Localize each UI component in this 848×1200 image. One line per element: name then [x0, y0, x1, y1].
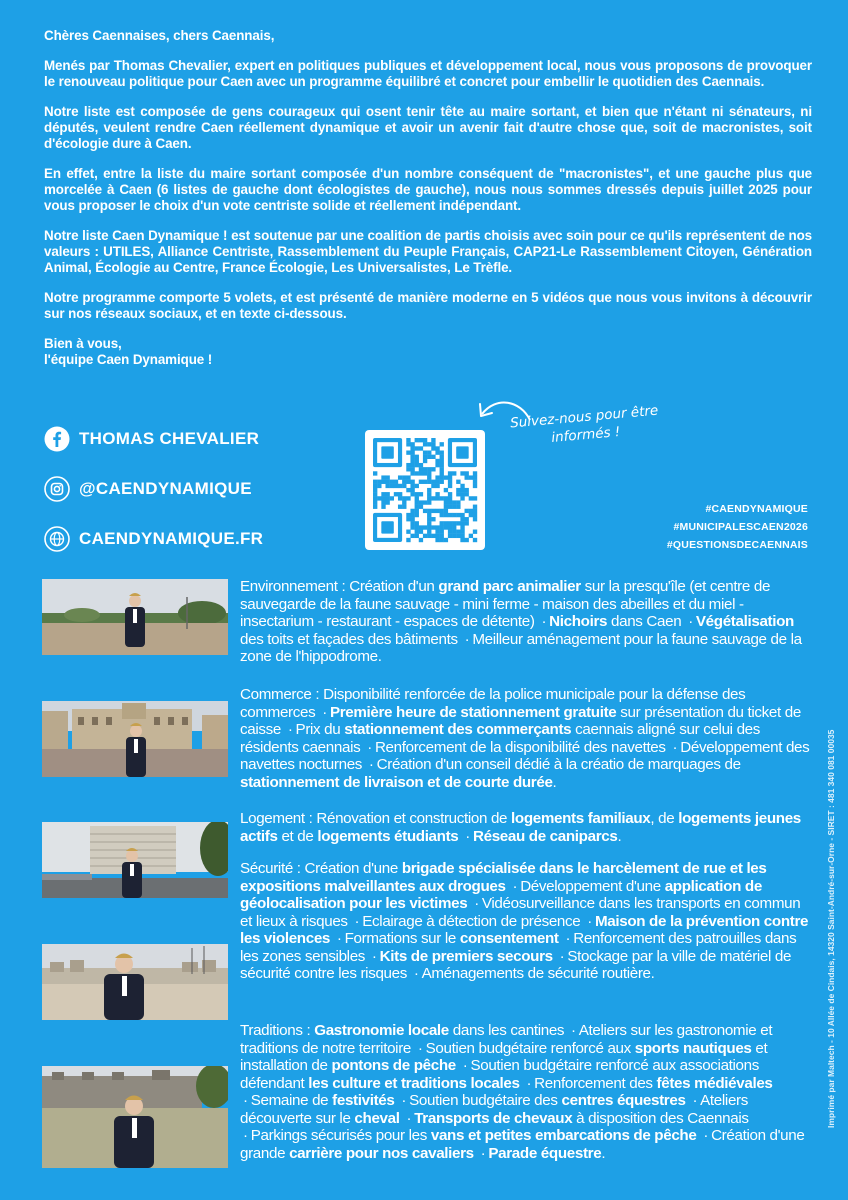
program-item: [422, 965, 655, 982]
text: Disponibilité renforcée de la police municipale pour la défense des commerces: [240, 686, 746, 721]
bullet-separator: ·: [587, 912, 592, 930]
program-item: [409, 1092, 685, 1109]
text: Parkings sécurisés pour les: [250, 1127, 431, 1144]
bullet-separator: ·: [367, 738, 372, 756]
text: Prix du: [295, 721, 345, 738]
website-link[interactable]: [44, 522, 304, 556]
text: .: [617, 827, 622, 845]
bullet-separator: ·: [287, 721, 293, 738]
video-thumbnail-environnement[interactable]: [42, 579, 228, 655]
text: Renforcement de la disponibilité des navettes: [374, 738, 666, 756]
signature-line-2: l'équipe Caen Dynamique !: [44, 352, 213, 367]
text: Renforcement des: [534, 1074, 657, 1092]
highlighted-text: Transports de chevaux: [414, 1109, 573, 1127]
video-thumbnail-securite[interactable]: [42, 944, 228, 1020]
program-item: [534, 1075, 772, 1092]
bullet-separator: ·: [417, 1039, 423, 1057]
bullet-separator: ·: [571, 1022, 576, 1039]
section-logement: [240, 810, 810, 845]
letter-paragraph-3: En effet, entre la liste du maire sortant composée d'un nombre conséquent de "macronistes", et une gauche plus que morcelée à Caen (6 listes de gauche dont écologistes de gauche), nous nous sommes dressés depuis juillet 2025 pour vous proposer le choix d'un vote centriste solide et réellement indépendant.: [44, 166, 812, 213]
text: Création d'une grande: [240, 1127, 805, 1162]
text: Vidéosurveillance dans les transports en commun et lieux à risques: [240, 895, 801, 930]
video-thumbnail-commerce[interactable]: [42, 701, 228, 777]
bullet-separator: ·: [688, 613, 693, 630]
highlighted-text: Végétalisation: [695, 613, 794, 630]
bullet-separator: ·: [512, 877, 518, 895]
highlighted-text: brigade spécialisée dans le harcèlement de rue et les expositions malveillantes aux drogues: [240, 860, 767, 895]
highlighted-text: pontons de pêche: [331, 1057, 456, 1074]
bullet-separator: ·: [243, 1092, 248, 1109]
bullet-separator: ·: [401, 1092, 407, 1109]
bullet-separator: ·: [322, 703, 327, 721]
highlighted-text: Gastronomie locale: [314, 1022, 449, 1039]
bullet-separator: ·: [406, 1109, 412, 1127]
letter-paragraph-2: Notre liste est composée de gens courageux qui osent tenir tête au maire sortant, et bien que n'étant ni sénateurs, ni députés, veulent rendre Caen réellement dynamique et avoir un avenir fait d'autre chose que, soit de macronistes, soit d'écologie dure à Caen.: [44, 104, 812, 151]
text: Renforcement des patrouilles dans les zones sensibles: [240, 930, 797, 965]
bullet-separator: ·: [354, 912, 360, 930]
hashtag[interactable]: #MUNICIPALESCAEN2026: [673, 521, 808, 533]
bullet-separator: ·: [559, 947, 565, 965]
highlighted-text: consentement: [459, 930, 559, 947]
bullet-separator: ·: [526, 1074, 532, 1092]
bullet-separator: ·: [480, 1144, 486, 1162]
section-environnement: [240, 578, 810, 666]
highlighted-text: carrière pour nos cavaliers: [289, 1144, 474, 1162]
highlighted-text: logements familiaux: [511, 810, 651, 827]
text: Semaine de: [250, 1092, 333, 1109]
section-securite: [240, 860, 810, 983]
highlighted-text: Parade équestre: [488, 1144, 602, 1162]
bullet-separator: ·: [703, 1127, 709, 1144]
text: caennais aligné sur celui des résidents caennais: [240, 721, 761, 756]
text: Meilleur aménagement pour la faune sauvage de la zone de l'hippodrome.: [240, 630, 802, 665]
text: dans les cantines: [448, 1022, 565, 1039]
program-item: [380, 948, 553, 965]
letter-paragraph-4: Notre liste Caen Dynamique ! est soutenue par une coalition de partis choisis avec soin pour ce qu'ils représentent de nos valeurs : UTILES, Alliance Centriste, Rassemblement du Peuple Français, CAP21-Le Rassemblement Citoyen, Génération Animal, Écologie au Centre, France Écologie, Les Universalistes, Le Trèfle.: [44, 228, 812, 275]
qr-code[interactable]: [365, 430, 485, 550]
signature: [44, 336, 812, 368]
highlighted-text: logements jeunes actifs: [240, 810, 801, 845]
highlighted-text: vans et petites embarcations de pêche: [430, 1127, 697, 1144]
bullet-separator: ·: [692, 1092, 698, 1109]
program-item: [375, 739, 666, 756]
text: Soutien budgétaire renforcé aux: [425, 1039, 635, 1057]
bullet-separator: ·: [464, 630, 470, 648]
highlighted-text: application de géolocalisation pour les victimes: [240, 877, 762, 912]
imprint-notice: Imprimé par Maltech - 10 Allée de Cindais, 14320 Saint-André-sur-Orne - SIRET : 481 340 081 00035: [826, 729, 836, 1128]
highlighted-text: Première heure de stationnement gratuite: [329, 703, 617, 721]
text: à disposition des Caennais: [572, 1109, 749, 1127]
instagram-label: @CAENDYNAMIQUE: [79, 479, 252, 498]
section-commerce: [240, 686, 810, 791]
instagram-link[interactable]: [44, 472, 304, 506]
video-thumbnail-traditions[interactable]: [42, 1066, 228, 1168]
social-links: [44, 422, 304, 572]
bullet-separator: ·: [462, 1057, 468, 1074]
bullet-separator: ·: [672, 738, 678, 756]
highlighted-text: Réseau de caniparcs: [472, 827, 618, 845]
section-title: Logement :: [240, 810, 317, 827]
text: et de: [277, 827, 318, 845]
follow-text: Suivez-nous pour être informés !: [509, 402, 659, 446]
text: Soutien budgétaire des: [409, 1092, 562, 1109]
letter-paragraph-5: Notre programme comporte 5 volets, et est présenté de manière moderne en 5 vidéos que nous vous invitons à découvrir sur nos réseaux sociaux, et en texte ci-dessous.: [44, 290, 812, 321]
section-title: Sécurité :: [240, 860, 305, 877]
text: Création d'un: [349, 578, 439, 595]
globe-icon: [44, 526, 70, 552]
hashtag[interactable]: #CAENDYNAMIQUE: [705, 503, 808, 515]
facebook-link[interactable]: [44, 422, 304, 456]
program-item: [251, 1092, 395, 1109]
highlighted-text: sports nautiques: [634, 1039, 752, 1057]
text: sur présentation du ticket de caisse: [240, 703, 801, 738]
text: sur la presqu'île (et centre de sauvegarde de la faune sauvage - mini ferme - maison des abeilles et du miel - insectarium - restaurant - espaces de détente): [240, 578, 771, 630]
qr-code-graphic: [365, 430, 485, 550]
signature-line-1: Bien à vous,: [44, 336, 122, 351]
highlighted-text: festivités: [332, 1092, 395, 1109]
program-item: [362, 913, 580, 930]
text: Rénovation et construction de: [316, 810, 512, 827]
program-item: [414, 1110, 748, 1127]
bullet-separator: ·: [243, 1127, 248, 1144]
highlighted-text: centres équestres: [561, 1092, 686, 1109]
section-title: Commerce :: [240, 686, 324, 703]
bullet-separator: ·: [541, 613, 547, 630]
highlighted-text: Kits de premiers secours: [379, 947, 553, 965]
text: , de: [650, 810, 679, 827]
highlighted-text: stationnement de livraison et de courte durée: [240, 773, 553, 791]
highlighted-text: stationnement des commerçants: [344, 721, 572, 738]
text: Soutien budgétaire renforcé aux associations défendant: [240, 1057, 759, 1092]
text: Création d'un conseil dédié à la créatio de marquages de: [376, 756, 741, 773]
highlighted-text: Maison de la prévention contre les violences: [240, 912, 809, 947]
highlighted-text: les culture et traditions locales: [308, 1074, 520, 1092]
text: Développement des navettes nocturnes: [240, 738, 810, 773]
text: et installation de: [240, 1039, 768, 1074]
bullet-separator: ·: [368, 756, 374, 773]
text: .: [601, 1144, 606, 1162]
bullet-separator: ·: [474, 895, 479, 912]
text: Formations sur le: [344, 930, 460, 947]
text: dans Caen: [607, 613, 682, 630]
highlighted-text: Nichoirs: [549, 613, 608, 630]
program-item: [473, 828, 621, 845]
program-item: [345, 930, 559, 947]
text: Ateliers sur les gastronomie et traditions de notre territoire: [240, 1022, 773, 1057]
hashtags: [667, 500, 808, 554]
facebook-icon: [44, 426, 70, 452]
text: Aménagements de sécurité routière.: [421, 965, 655, 982]
bullet-separator: ·: [371, 947, 377, 965]
instagram-icon: [44, 476, 70, 502]
section-traditions: [240, 1022, 810, 1162]
text: Stockage par la ville de matériel de sécurité contre les risques: [240, 947, 792, 982]
bullet-separator: ·: [413, 965, 419, 982]
section-title: Environnement :: [240, 578, 350, 595]
section-title: Traditions :: [240, 1022, 315, 1039]
highlighted-text: logements étudiants: [317, 827, 459, 845]
bullet-separator: ·: [336, 930, 342, 947]
program-item: [488, 1145, 605, 1162]
program-item: [314, 1022, 564, 1039]
letter-paragraph-1: Menés par Thomas Chevalier, expert en politiques publiques et développement local, nous vous proposons de provoquer le renouveau politique pour Caen avec un programme équilibré et concret pour embellir le quotidien des Caennais.: [44, 58, 812, 89]
bullet-separator: ·: [465, 827, 470, 845]
program-item: [549, 613, 681, 630]
highlighted-text: grand parc animalier: [438, 578, 581, 595]
text: Ateliers découverte sur le: [240, 1092, 748, 1127]
video-thumbnail-logement[interactable]: [42, 822, 228, 898]
letter: [44, 28, 812, 368]
text: Eclairage à détection de présence: [362, 912, 581, 930]
text: des toits et façades des bâtiments: [240, 630, 458, 648]
text: Développement d'une: [520, 877, 665, 895]
greeting: Chères Caennaises, chers Caennais,: [44, 28, 275, 43]
hashtag[interactable]: #QUESTIONSDECAENNAIS: [666, 539, 808, 551]
highlighted-text: cheval: [354, 1109, 400, 1127]
highlighted-text: fêtes médiévales: [656, 1074, 773, 1092]
text: .: [552, 773, 557, 791]
program-item: [251, 1127, 697, 1144]
facebook-label: THOMAS CHEVALIER: [79, 429, 260, 448]
bullet-separator: ·: [565, 930, 571, 947]
website-label: CAENDYNAMIQUE.FR: [79, 529, 264, 548]
text: Création d'une: [304, 860, 402, 877]
